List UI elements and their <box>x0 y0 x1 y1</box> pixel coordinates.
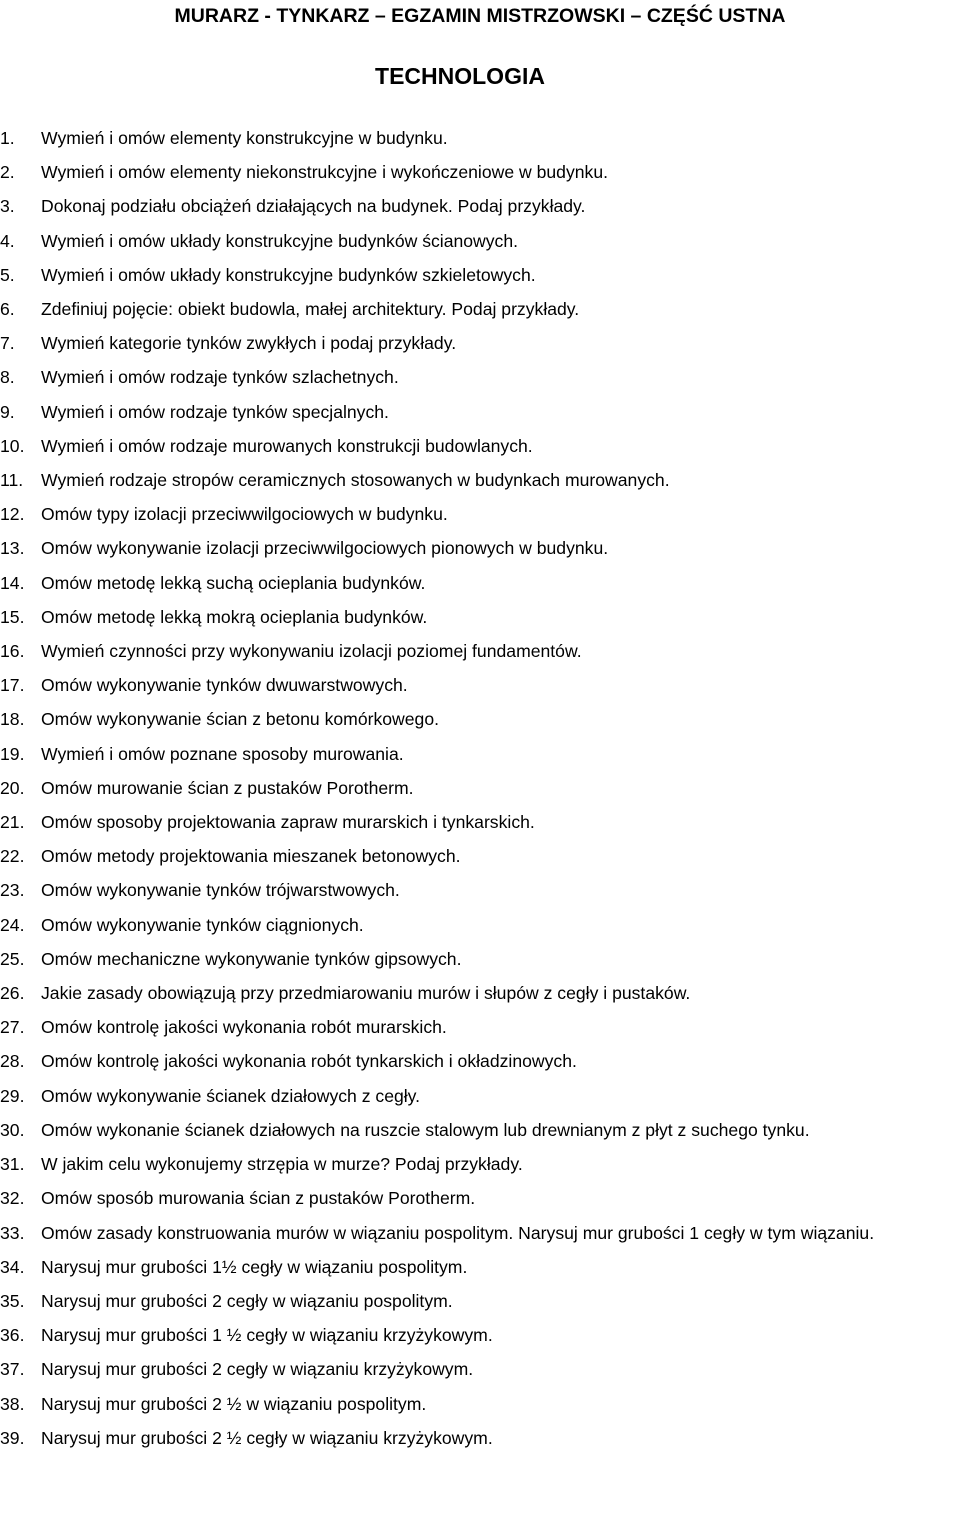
item-text: Wymień i omów rodzaje tynków szlachetnych. <box>41 367 399 388</box>
item-number: 20. <box>0 777 25 798</box>
item-number: 16. <box>0 641 25 662</box>
list-item <box>0 1318 960 1352</box>
item-text: Narysuj mur grubości 2 ½ cegły w wiązaniu krzyżykowym. <box>41 1427 493 1448</box>
list-item <box>0 1181 960 1215</box>
list-item <box>0 839 960 873</box>
item-number: 13. <box>0 538 25 559</box>
item-number: 26. <box>0 983 25 1004</box>
list-item <box>0 531 960 565</box>
list-item <box>0 702 960 736</box>
question-list <box>0 121 960 1455</box>
list-item <box>0 395 960 429</box>
item-text: Narysuj mur grubości 1½ cegły w wiązaniu pospolitym. <box>41 1256 468 1277</box>
item-number: 24. <box>0 914 25 935</box>
list-item <box>0 873 960 907</box>
item-text: Omów metodę lekką mokrą ocieplania budynków. <box>41 606 428 627</box>
item-text: Wymień kategorie tynków zwykłych i podaj przykłady. <box>41 333 457 354</box>
item-text: Wymień i omów układy konstrukcyjne budynków szkieletowych. <box>41 264 536 285</box>
list-item <box>0 1044 960 1078</box>
list-item <box>0 566 960 600</box>
list-item <box>0 1079 960 1113</box>
item-text: Omów kontrolę jakości wykonania robót tynkarskich i okładzinowych. <box>41 1051 577 1072</box>
item-number: 1. <box>0 128 15 148</box>
item-number: 2. <box>0 162 15 183</box>
list-item <box>0 771 960 805</box>
item-text: Omów mechaniczne wykonywanie tynków gipsowych. <box>41 948 462 969</box>
item-text: Wymień i omów elementy niekonstrukcyjne i wykończeniowe w budynku. <box>41 162 608 183</box>
list-item <box>0 600 960 634</box>
item-text: Omów wykonywanie ścianek działowych z cegły. <box>41 1085 421 1106</box>
item-number: 23. <box>0 880 25 901</box>
item-number: 15. <box>0 606 25 627</box>
item-number: 12. <box>0 504 25 525</box>
item-number: 37. <box>0 1359 25 1380</box>
item-text: Dokonaj podziału obciążeń działających na budynek. Podaj przykłady. <box>41 196 586 217</box>
item-number: 21. <box>0 812 25 833</box>
item-text: Omów wykonywanie tynków dwuwarstwowych. <box>41 675 408 696</box>
item-text: Omów typy izolacji przeciwwilgociowych w budynku. <box>41 504 448 525</box>
item-text: Narysuj mur grubości 1 ½ cegły w wiązaniu krzyżykowym. <box>41 1325 493 1346</box>
item-number: 7. <box>0 333 15 354</box>
item-number: 28. <box>0 1051 25 1072</box>
item-text: Omów wykonywanie tynków ciągnionych. <box>41 914 364 935</box>
item-text: Wymień i omów rodzaje tynków specjalnych. <box>41 401 389 422</box>
list-item <box>0 360 960 394</box>
list-item <box>0 258 960 292</box>
list-item <box>0 1387 960 1421</box>
item-text: Wymień czynności przy wykonywaniu izolacji poziomej fundamentów. <box>41 641 582 662</box>
list-item <box>0 1147 960 1181</box>
item-number: 27. <box>0 1017 25 1038</box>
item-number: 38. <box>0 1393 25 1414</box>
list-item <box>0 737 960 771</box>
item-number: 22. <box>0 846 25 867</box>
list-item <box>0 121 960 155</box>
item-text: Narysuj mur grubości 2 cegły w wiązaniu krzyżykowym. <box>41 1359 474 1380</box>
item-number: 25. <box>0 948 25 969</box>
list-item <box>0 463 960 497</box>
item-text: Omów wykonywanie ścian z betonu komórkowego. <box>41 709 439 730</box>
list-item <box>0 1421 960 1455</box>
item-text: Wymień i omów elementy konstrukcyjne w budynku. <box>41 128 448 148</box>
item-text: Narysuj mur grubości 2 ½ w wiązaniu pospolitym. <box>41 1393 427 1414</box>
item-text: Wymień rodzaje stropów ceramicznych stosowanych w budynkach murowanych. <box>41 470 670 491</box>
item-number: 9. <box>0 401 15 422</box>
item-number: 8. <box>0 367 15 388</box>
item-text: Omów zasady konstruowania murów w wiązaniu pospolitym. Narysuj mur grubości 1 cegły w tym wiązaniu. <box>41 1222 875 1243</box>
item-number: 39. <box>0 1427 25 1448</box>
item-text: Omów sposób murowania ścian z pustaków Porotherm. <box>41 1188 476 1209</box>
list-item <box>0 1284 960 1318</box>
item-text: Narysuj mur grubości 2 cegły w wiązaniu pospolitym. <box>41 1290 453 1311</box>
item-text: Omów murowanie ścian z pustaków Porotherm. <box>41 777 414 798</box>
item-number: 17. <box>0 675 25 696</box>
item-number: 14. <box>0 572 25 593</box>
item-text: Omów wykonanie ścianek działowych na ruszcie stalowym lub drewnianym z płyt z suchego tynku. <box>41 1119 810 1140</box>
list-item <box>0 942 960 976</box>
item-text: Omów kontrolę jakości wykonania robót murarskich. <box>41 1017 447 1038</box>
item-text: Omów wykonywanie tynków trójwarstwowych. <box>41 880 400 901</box>
list-item <box>0 429 960 463</box>
item-text: Omów metodę lekką suchą ocieplania budynków. <box>41 572 426 593</box>
list-item <box>0 1250 960 1284</box>
list-item <box>0 292 960 326</box>
item-text: Omów metody projektowania mieszanek betonowych. <box>41 846 461 867</box>
list-item <box>0 976 960 1010</box>
list-item <box>0 634 960 668</box>
item-number: 36. <box>0 1325 25 1346</box>
item-number: 33. <box>0 1222 25 1243</box>
item-number: 10. <box>0 435 25 456</box>
list-item <box>0 668 960 702</box>
list-item <box>0 1010 960 1044</box>
item-number: 35. <box>0 1290 25 1311</box>
list-item <box>0 326 960 360</box>
list-item <box>0 1216 960 1250</box>
item-number: 5. <box>0 264 15 285</box>
item-text: Zdefiniuj pojęcie: obiekt budowla, małej architektury. Podaj przykłady. <box>41 299 580 320</box>
list-item <box>0 224 960 258</box>
list-item <box>0 805 960 839</box>
item-text: W jakim celu wykonujemy strzępia w murze? Podaj przykłady. <box>41 1154 523 1175</box>
list-item <box>0 155 960 189</box>
item-number: 30. <box>0 1119 25 1140</box>
item-number: 4. <box>0 230 15 251</box>
item-text: Wymień i omów rodzaje murowanych konstrukcji budowlanych. <box>41 435 533 456</box>
list-item <box>0 1352 960 1386</box>
item-text: Jakie zasady obowiązują przy przedmiarowaniu murów i słupów z cegły i pustaków. <box>41 983 691 1004</box>
item-number: 31. <box>0 1154 25 1175</box>
document-header: MURARZ - TYNKARZ – EGZAMIN MISTRZOWSKI – CZĘŚĆ USTNA <box>174 5 786 27</box>
item-number: 3. <box>0 196 15 217</box>
list-item <box>0 189 960 223</box>
item-number: 6. <box>0 299 15 320</box>
item-number: 19. <box>0 743 25 764</box>
list-item <box>0 908 960 942</box>
section-title: TECHNOLOGIA <box>375 63 545 89</box>
item-number: 32. <box>0 1188 25 1209</box>
item-text: Omów wykonywanie izolacji przeciwwilgociowych pionowych w budynku. <box>41 538 609 559</box>
list-item <box>0 1113 960 1147</box>
list-item <box>0 497 960 531</box>
item-number: 18. <box>0 709 25 730</box>
item-number: 11. <box>0 470 24 491</box>
item-text: Wymień i omów układy konstrukcyjne budynków ścianowych. <box>41 230 519 251</box>
item-text: Wymień i omów poznane sposoby murowania. <box>41 743 404 764</box>
item-number: 29. <box>0 1085 25 1106</box>
item-number: 34. <box>0 1256 25 1277</box>
item-text: Omów sposoby projektowania zapraw murarskich i tynkarskich. <box>41 812 535 833</box>
